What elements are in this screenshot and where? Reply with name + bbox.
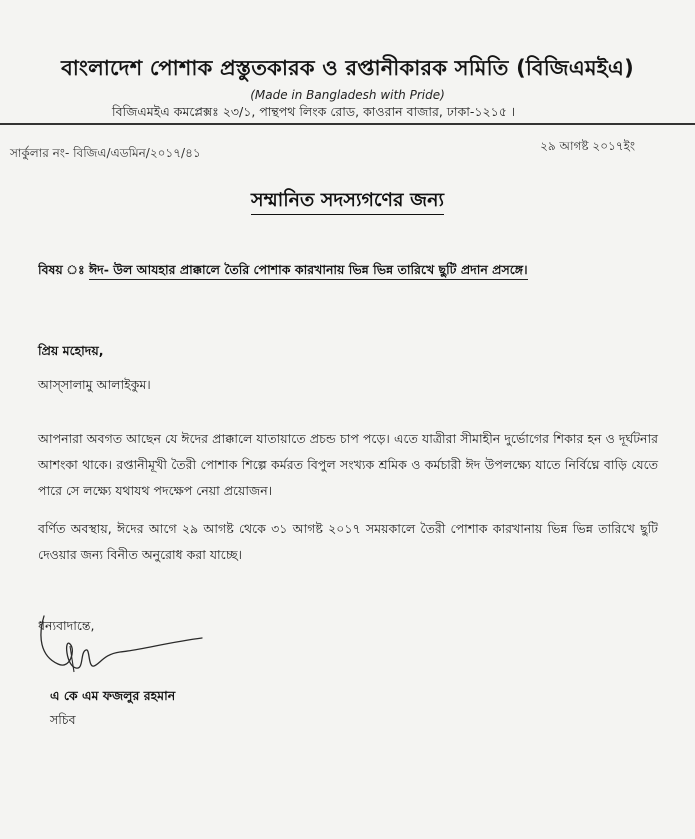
body-paragraph-2: বর্ণিত অবস্থায়, ঈদের আগে ২৯ আগষ্ট থেকে ৩১ আগষ্ট ২০১৭ সময়কালে তৈরী পোশাক কারখানায় ভিন্ন ভিন্ন তারিখে ছুটি দেওয়ার জন্য বিনীত অনুরোধ করা যাচ্ছে।	[38, 521, 658, 562]
letter-heading	[0, 186, 695, 218]
heading-text: সম্মানিত সদস্যগণের জন্য	[251, 189, 444, 215]
organization-name: বাংলাদেশ পোশাক প্রস্তুতকারক ও রপ্তানীকারক সমিতি (বিজিএমইএ)	[61, 56, 634, 80]
greeting: আস্‌সালামু আলাইকুম।	[38, 377, 151, 392]
subject-line	[38, 262, 678, 282]
closing-thanks: ধন্যবাদান্তে,	[38, 618, 95, 633]
letter-date: ২৯ আগষ্ট ২০১৭ইং	[540, 139, 635, 153]
organization-address: বিজিএমইএ কমপ্লেক্সঃ ২৩/১, পান্থপথ লিংক রোড, কাওরান বাজার, ঢাকা-১২১৫ ।	[112, 104, 516, 119]
tagline: (Made in Bangladesh with Pride)	[250, 88, 445, 102]
letterhead-divider	[0, 123, 695, 125]
circular-number: সার্কুলার নং- বিজিএ/এডমিন/২০১৭/৪১	[10, 146, 201, 160]
signer-name: এ কে এম ফজলুর রহমান	[50, 688, 176, 703]
signer-title: সচিব	[50, 712, 76, 727]
subject-text: ঈদ- উল আযহার প্রাক্কালে তৈরি পোশাক কারখানায় ভিন্ন ভিন্ন তারিখে ছুটি প্রদান প্রসঙ্গে।	[89, 262, 528, 280]
body-paragraph-1: আপনারা অবগত আছেন যে ঈদের প্রাক্কালে যাতায়াতে প্রচন্ড চাপ পড়ে। এতে যাত্রীরা সীমাহীন দুর্ভোগের শিকার হন ও দূর্ঘটনার আশংকা থাকে। রপ্তানীমূখী তৈরী পোশাক শিল্পে কর্মরত বিপুল সংখ্যক শ্রমিক ও কর্মচারী ঈদ উপলক্ষ্যে যাতে নির্বিঘ্নে বাড়ি যেতে পারে সে লক্ষ্যে যথাযথ পদক্ষেপ নেয়া প্রয়োজন।	[38, 431, 658, 498]
subject-label: বিষয় ঃ	[38, 262, 85, 277]
salutation: প্রিয় মহোদয়,	[38, 343, 104, 358]
signature-image	[30, 606, 210, 686]
